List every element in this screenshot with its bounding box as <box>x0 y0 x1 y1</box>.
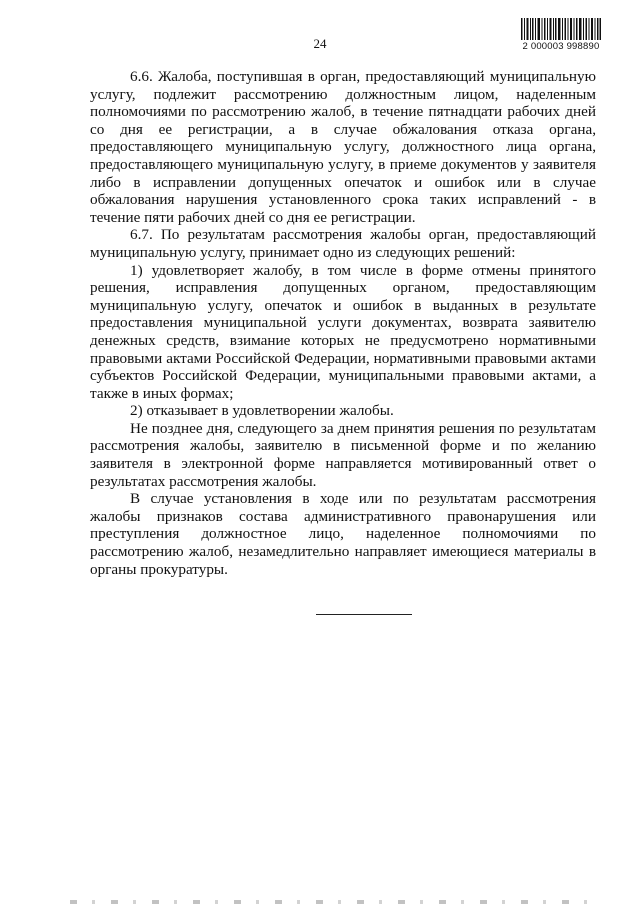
page-number: 24 <box>313 36 327 51</box>
list-item-1: 1) удовлетворяет жалобу, в том числе в форме отмены принятого решения, исправления допущенных органом, предоставляющим муниципальную услугу, опечаток и ошибок в выданных в результате предоставления муниципальной услуги документах, возврата заявителю денежных средств, взимание которых не предусмотрено нормативными правовыми актами Российской Федерации, нормативными правовыми актами субъектов Российской Федерации, муниципальными правовыми актами, а также в иных формах; <box>90 261 596 402</box>
paragraph-6-7: 6.7. По результатам рассмотрения жалобы орган, предоставляющий муниципальную услугу, принимает одно из следующих решений: <box>90 226 596 261</box>
paragraph-prosecution: В случае установления в ходе или по результатам рассмотрения жалобы признаков состава административного правонарушения или преступления должностное лицо, наделенное полномочиями по рассмотрению жалоб, незамедлительно направляет имеющиеся материалы в органы прокуратуры. <box>90 490 596 578</box>
paragraph-response: Не позднее дня, следующего за днем принятия решения по результатам рассмотрения жалобы, заявителю в письменной форме и по желанию заявителя в электронной форме направляется мотивированный ответ о результатах рассмотрения жалобы. <box>90 419 596 490</box>
barcode-number: 2 000003 998890 <box>522 41 600 52</box>
scan-artifact <box>70 900 590 904</box>
end-rule <box>316 614 412 615</box>
list-item-2: 2) отказывает в удовлетворении жалобы. <box>130 402 394 420</box>
barcode <box>521 18 601 52</box>
barcode-icon <box>521 18 601 40</box>
paragraph-6-6: 6.6. Жалоба, поступившая в орган, предоставляющий муниципальную услугу, подлежит рассмотрению должностным лицом, наделенным полномочиями по рассмотрению жалоб, в течение пятнадцати рабочих дней со дня ее регистрации, а в случае обжалования отказа органа, предоставляющего муниципальную услугу, должностного лица органа, предоставляющего муниципальную услугу, в приеме документов у заявителя либо в исправлении допущенных опечаток и ошибок или в случае обжалования нарушения установленного срока таких исправлений - в течение пяти рабочих дней со дня ее регистрации. <box>90 68 596 226</box>
document-body <box>90 68 596 578</box>
